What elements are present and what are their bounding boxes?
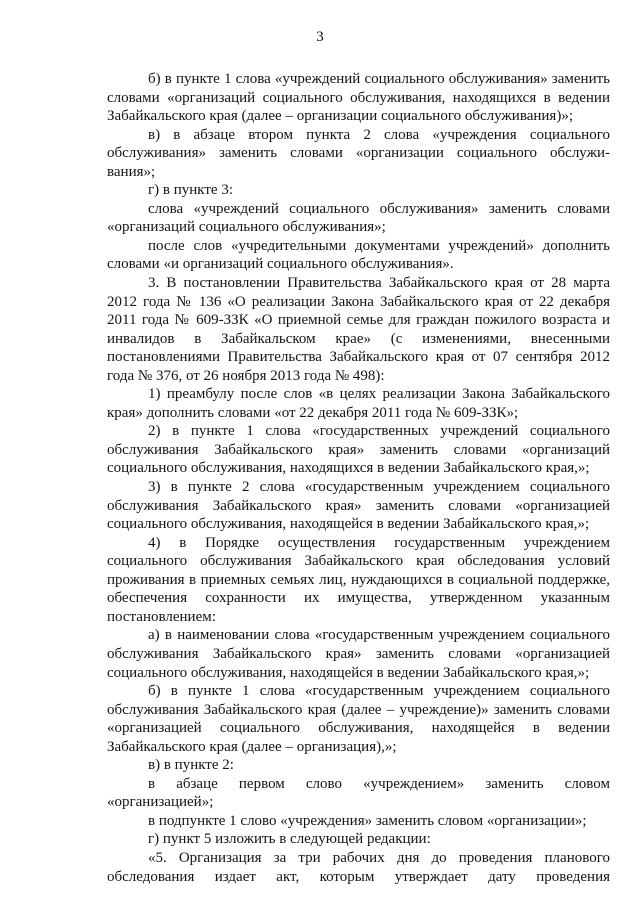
- paragraph: 1) преамбулу после слов «в целях реализации Закона Забайкальского края» дополнить словами «от 22 декабря 2011 года № 609-ЗЗК»;: [107, 386, 610, 421]
- paragraph: после слов «учредительными документами учреждений» дополнить словами «и организаций социального обслуживания».: [107, 237, 610, 273]
- page-number: 3: [316, 29, 324, 45]
- paragraph: «5. Организация за три рабочих дня до проведения планового обследования издает акт, которым утверждает дату проведения: [107, 849, 610, 885]
- paragraph: в) в абзаце втором пункта 2 слова «учреждения социального обслуживания» заменить словами «организации социального обслужи-вания»;: [107, 126, 610, 180]
- paragraph: 3) в пункте 2 слова «государственным учреждением социального обслуживания Забайкальского края» заменить словами «организацией социального обслуживания, находящейся в ведении Забайкальского края,»;: [107, 479, 610, 533]
- paragraph: а) в наименовании слова «государственным учреждением социального обслуживания Забайкальского края» заменить словами «организацией социального обслуживания, находящейся в ведении Забайкальского края,»;: [107, 627, 610, 681]
- paragraph: 2) в пункте 1 слова «государственных учреждений социального обслуживания Забайкальского края» заменить словами «организаций социального обслуживания, находящихся в ведении Забайкальского края,»;: [107, 423, 610, 477]
- document-body: [107, 70, 610, 886]
- paragraph: б) в пункте 1 слова «государственным учреждением социального обслуживания Забайкальского края (далее – учреждение)» заменить словами «организацией социального обслуживания, находящейся в ведении Забайкальского края (далее – организация),»;: [107, 683, 610, 755]
- paragraph: в абзаце первом слово «учреждением» заменить словом «организацией»;: [107, 775, 610, 811]
- paragraph: 4) в Порядке осуществления государственным учреждением социального обслуживания Забайкальского края обследования условий проживания в приемных семьях лиц, нуждающихся в социальной поддержке, обеспечения сохранности их имущества, утвержденном указанным постановлением:: [107, 534, 610, 625]
- paragraph: в подпункте 1 слово «учреждения» заменить словом «организации»;: [148, 812, 587, 829]
- paragraph: г) пункт 5 изложить в следующей редакции:: [148, 831, 431, 848]
- paragraph: в) в пункте 2:: [148, 757, 234, 774]
- paragraph: б) в пункте 1 слова «учреждений социального обслуживания» заменить словами «организаций социального обслуживания, находящихся в ведении Забайкальского края (далее – организации социального обслуживания)»;: [107, 71, 610, 125]
- paragraph: слова «учреждений социального обслуживания» заменить словами «организаций социального обслуживания»;: [107, 200, 610, 236]
- paragraph: 3. В постановлении Правительства Забайкальского края от 28 марта 2012 года № 136 «О реализации Закона Забайкальского края от 22 декабря 2011 года № 609-ЗЗК «О приемной семье для граждан пожилого возраста и инвалидов в Забайкальском крае» (с изменениями, внесенными постановлениями Правительства Забайкальского края от 07 сентября 2012 года № 376, от 26 ноября 2013 года № 498):: [107, 275, 610, 384]
- paragraph: г) в пункте 3:: [148, 182, 234, 199]
